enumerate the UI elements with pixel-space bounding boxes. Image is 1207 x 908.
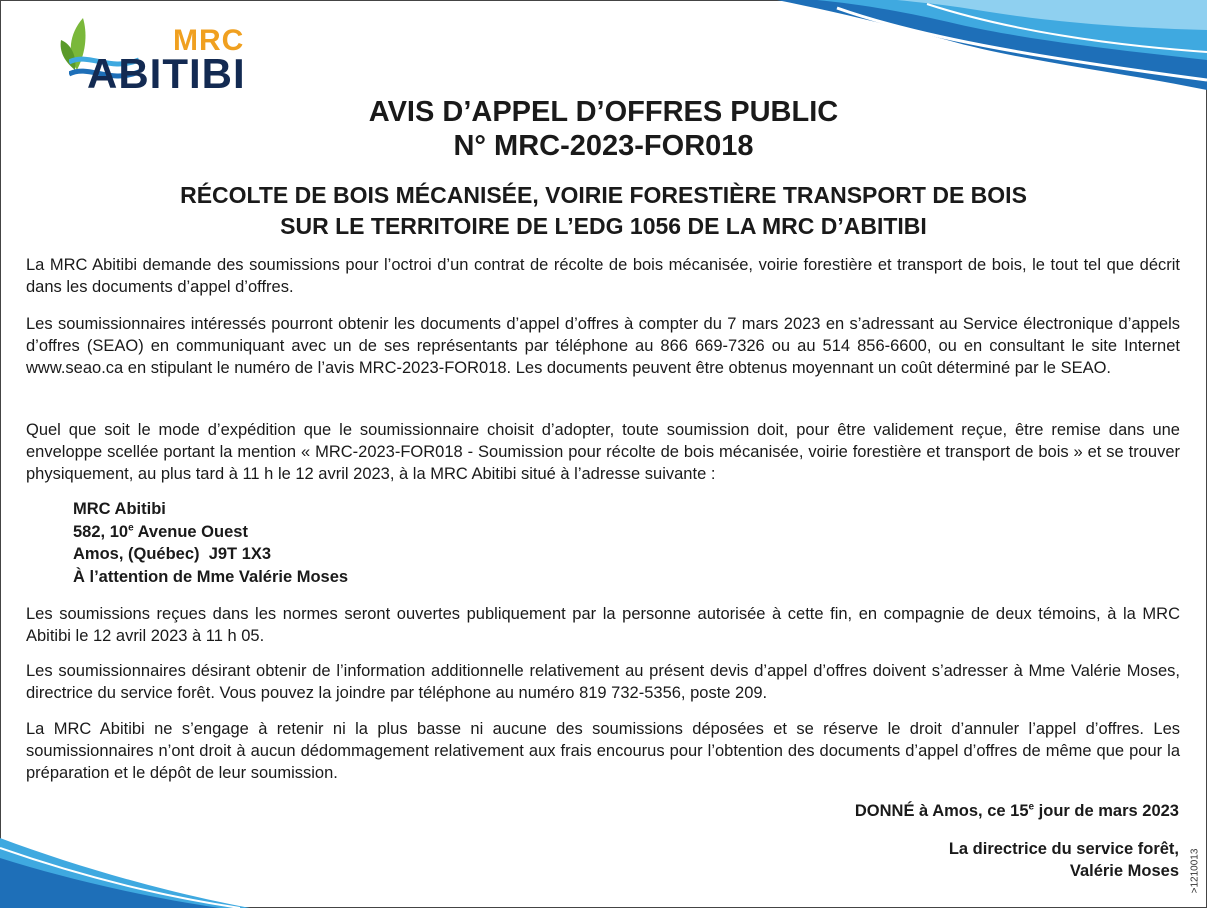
- logo-abitibi-text: ABITIBI: [87, 50, 246, 97]
- ad-code: >1210013: [1189, 848, 1201, 894]
- address-line-1: MRC Abitibi: [73, 500, 166, 518]
- paragraph-intro: La MRC Abitibi demande des soumissions pour l’octroi d’un contrat de récolte de bois mécanisée, voirie forestière et transport de bois, le tout tel que décrit dans les documents d’appel d’offres.: [26, 256, 1180, 296]
- paragraph-disclaimer: La MRC Abitibi ne s’engage à retenir ni la plus basse ni aucune des soumissions déposées et se réserve le droit d’annuler l’appel d’offres. Les soumissionnaires n’ont droit à aucun dédommagement relativement aux frais encourus pour l’obtention des documents d’appel d’offres de même que pour la préparation et le dépôt de leur soumission.: [26, 720, 1180, 782]
- address-line-2: 582, 10e Avenue Ouest: [73, 522, 248, 541]
- page-title: AVIS D’APPEL D’OFFRES PUBLIC: [368, 96, 839, 128]
- signature-role: La directrice du service forêt,: [948, 840, 1179, 858]
- signature-date: DONNÉ à Amos, ce 15e jour de mars 2023: [854, 801, 1179, 820]
- subtitle-line-2: SUR LE TERRITOIRE DE L’EDG 1056 DE LA MRC D’ABITIBI: [280, 213, 927, 239]
- notice-number: N° MRC-2023-FOR018: [453, 130, 754, 162]
- paragraph-contact: Les soumissionnaires désirant obtenir de l’information additionnelle relativement au présent devis d’appel d’offres doivent s’adresser à Mme Valérie Moses, directrice du service forêt. Vous pouvez la joindre par téléphone au numéro 819 732-5356, poste 209.: [26, 662, 1180, 702]
- mrc-abitibi-logo: [55, 10, 290, 95]
- address-block: [73, 498, 348, 588]
- paragraph-submission: Quel que soit le mode d’expédition que le soumissionnaire choisit d’adopter, toute soumission doit, pour être validement reçue, être remise dans une enveloppe scellée portant la mention « MRC-2023-FOR018 - Soumission pour récolte de bois mécanisée, voirie forestière et transport de bois » et se trouver physiquement, au plus tard à 11 h le 12 avril 2023, à la MRC Abitibi situé à l’adresse suivante :: [26, 421, 1180, 483]
- decorative-swoosh-bottom-left: [0, 818, 250, 908]
- paragraph-opening: Les soumissions reçues dans les normes seront ouvertes publiquement par la personne autorisée à cette fin, en compagnie de deux témoins, à la MRC Abitibi le 12 avril 2023 à 11 h 05.: [26, 605, 1180, 645]
- paragraph-documents: Les soumissionnaires intéressés pourront obtenir les documents d’appel d’offres à compter du 7 mars 2023 en s’adressant au Service électronique d’appels d’offres (SEAO) en communiquant avec un de ses représentants par téléphone au 866 669-7326 ou au 514 856-6600, ou en consultant le site Internet www.seao.ca en stipulant le numéro de l’avis MRC-2023-FOR018. Les documents peuvent être obtenus moyennant un coût déterminé par le SEAO.: [26, 315, 1180, 377]
- address-line-4: À l’attention de Mme Valérie Moses: [73, 567, 349, 586]
- subtitle-line-1: RÉCOLTE DE BOIS MÉCANISÉE, VOIRIE FORESTIÈRE TRANSPORT DE BOIS: [180, 182, 1027, 208]
- logo-mrc-text: MRC: [173, 24, 245, 57]
- address-line-3: Amos, (Québec) J9T 1X3: [73, 545, 272, 563]
- signature-name: Valérie Moses: [1069, 862, 1179, 880]
